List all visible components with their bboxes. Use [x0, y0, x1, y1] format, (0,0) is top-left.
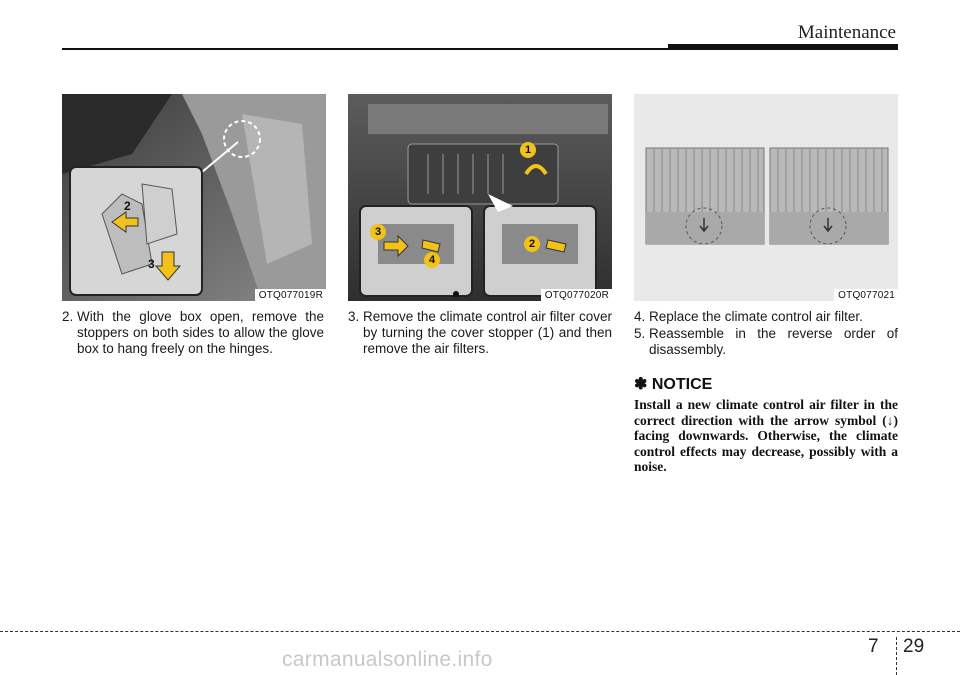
- step-text: With the glove box open, remove the stoppers on both sides to allow the glove box to hang freely on the hinges.: [77, 309, 324, 356]
- figure-callout: 3: [370, 224, 386, 240]
- step-text: Remove the climate control air filter cover by turning the cover stopper (1) and then remove the air filters.: [363, 309, 612, 356]
- header-rule-thick: [668, 44, 898, 50]
- header-rule-thin: [62, 48, 670, 50]
- chapter-number: 7: [868, 636, 879, 657]
- notice-body: Install a new climate control air filter in the correct direction with the arrow symbol (↓) facing downwards. Otherwise, the climate control effects may decrease, possibly with a noise.: [634, 397, 898, 475]
- step-number: 5.: [634, 326, 646, 341]
- step-text: Replace the climate control air filter.: [649, 309, 863, 324]
- step-number: 2.: [62, 309, 74, 324]
- step-5: [634, 326, 898, 358]
- figure-caption: OTQ077021: [834, 289, 898, 301]
- page-number-divider: [896, 637, 897, 675]
- figure-filter-cover: [348, 94, 612, 301]
- watermark: carmanualsonline.info: [282, 648, 493, 671]
- figure-caption: OTQ077020R: [541, 289, 612, 301]
- step-3: [348, 309, 612, 357]
- step-text: Reassemble in the reverse order of disassembly.: [649, 326, 898, 357]
- page-number: 29: [903, 636, 925, 657]
- figure-glove-box: [62, 94, 326, 301]
- step-2: [62, 309, 324, 357]
- section-title: Maintenance: [797, 22, 896, 43]
- figure-callout: 2: [124, 199, 131, 213]
- footer-rule: [0, 631, 960, 632]
- figure-air-filter: [634, 94, 898, 301]
- figure-callout: 1: [520, 142, 536, 158]
- figure-callout: 4: [424, 252, 440, 268]
- step-number: 3.: [348, 309, 360, 324]
- step-number: 4.: [634, 309, 646, 324]
- figure-callout: 2: [524, 236, 540, 252]
- figure-callout: 3: [148, 257, 155, 271]
- notice-heading: ✽ NOTICE: [634, 376, 713, 393]
- step-4: [634, 309, 898, 325]
- figure-caption: OTQ077019R: [255, 289, 326, 301]
